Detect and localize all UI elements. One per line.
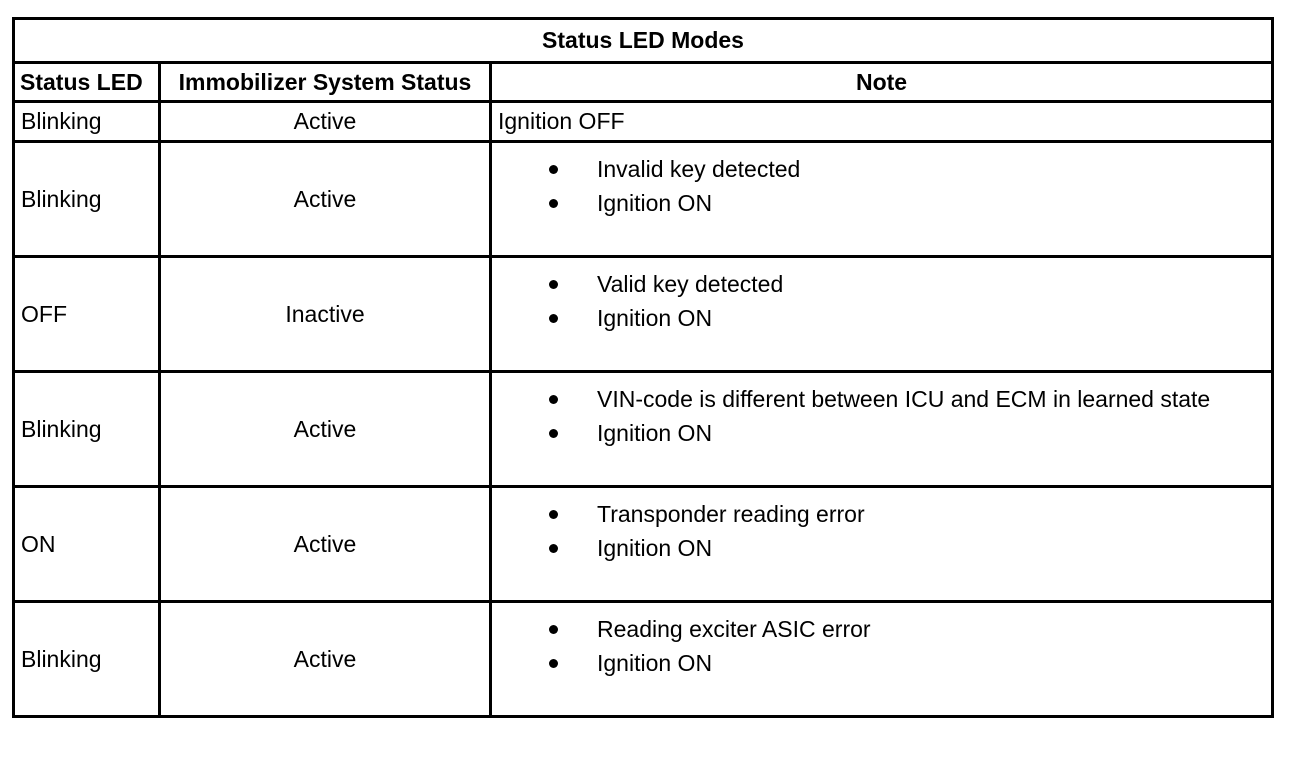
note-list <box>492 258 1271 335</box>
table-title: Status LED Modes <box>14 19 1273 63</box>
bullet-icon <box>549 395 558 404</box>
table-row <box>14 372 1273 487</box>
status-led-cell: Blinking <box>14 142 160 257</box>
immobilizer-status-cell: Active <box>160 142 491 257</box>
status-led-cell: OFF <box>14 257 160 372</box>
bullet-icon <box>549 510 558 519</box>
table-header-row <box>14 63 1273 102</box>
note-text: Valid key detected <box>597 271 784 297</box>
note-list <box>492 488 1271 565</box>
status-led-cell: Blinking <box>14 372 160 487</box>
bullet-icon <box>549 165 558 174</box>
note-text: Ignition ON <box>597 650 713 676</box>
status-led-cell: Blinking <box>14 602 160 717</box>
note-list <box>492 143 1271 220</box>
header-status-led: Status LED <box>14 63 160 102</box>
note-item <box>492 267 1271 301</box>
status-led-cell: ON <box>14 487 160 602</box>
note-text: Ignition ON <box>597 305 713 331</box>
note-item <box>492 497 1271 531</box>
bullet-icon <box>549 199 558 208</box>
bullet-icon <box>549 280 558 289</box>
note-cell <box>491 257 1273 372</box>
note-cell <box>491 487 1273 602</box>
bullet-icon <box>549 314 558 323</box>
note-cell <box>491 602 1273 717</box>
bullet-icon <box>549 659 558 668</box>
note-list <box>492 603 1271 680</box>
note-text: Reading exciter ASIC error <box>597 616 871 642</box>
table-row <box>14 102 1273 142</box>
immobilizer-status-cell: Inactive <box>160 257 491 372</box>
header-immobilizer-status: Immobilizer System Status <box>160 63 491 102</box>
note-item <box>492 646 1271 680</box>
note-text: Ignition ON <box>597 190 713 216</box>
note-text: VIN-code is different between ICU and ECM in learned state <box>597 386 1211 412</box>
table-row <box>14 142 1273 257</box>
note-text: Ignition ON <box>597 420 713 446</box>
note-text: Ignition ON <box>597 535 713 561</box>
table-row <box>14 602 1273 717</box>
note-item <box>492 531 1271 565</box>
status-led-cell: Blinking <box>14 102 160 142</box>
note-text: Transponder reading error <box>597 501 865 527</box>
note-item <box>492 416 1271 450</box>
note-item <box>492 382 1271 416</box>
note-text: Invalid key detected <box>597 156 801 182</box>
immobilizer-status-cell: Active <box>160 372 491 487</box>
table-row <box>14 487 1273 602</box>
header-note: Note <box>491 63 1273 102</box>
note-item <box>492 186 1271 220</box>
note-cell <box>491 372 1273 487</box>
immobilizer-status-cell: Active <box>160 102 491 142</box>
note-item <box>492 301 1271 335</box>
note-list <box>492 373 1271 450</box>
bullet-icon <box>549 429 558 438</box>
table-row <box>14 257 1273 372</box>
bullet-icon <box>549 625 558 634</box>
immobilizer-status-cell: Active <box>160 602 491 717</box>
table-title-row <box>14 19 1273 63</box>
immobilizer-status-cell: Active <box>160 487 491 602</box>
note-cell <box>491 142 1273 257</box>
note-item <box>492 612 1271 646</box>
status-led-modes-table <box>12 17 1274 718</box>
bullet-icon <box>549 544 558 553</box>
note-item <box>492 152 1271 186</box>
note-cell: Ignition OFF <box>491 102 1273 142</box>
